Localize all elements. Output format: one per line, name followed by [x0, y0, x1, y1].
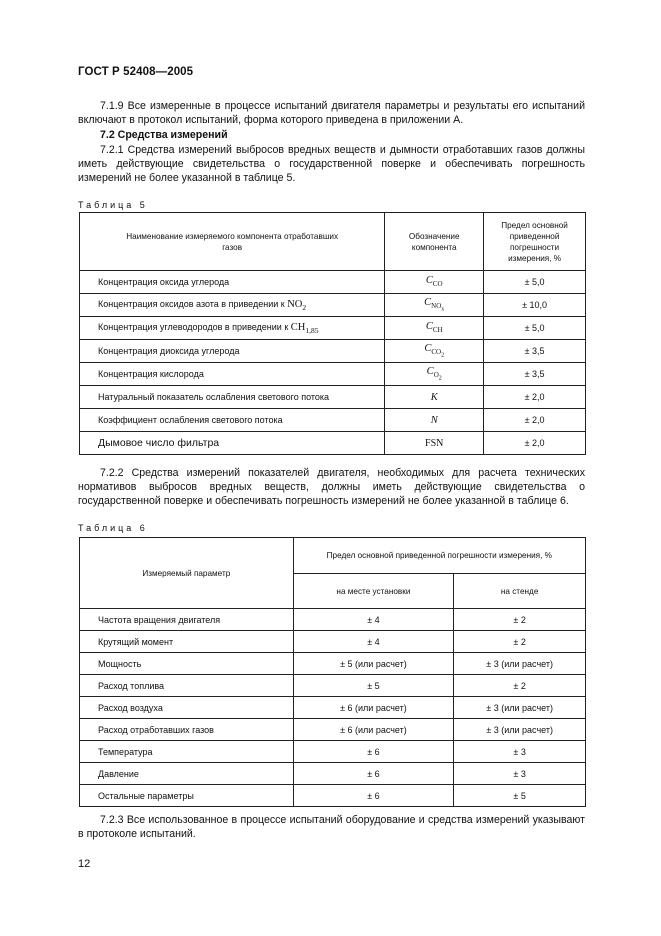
paragraph-7-2-2: 7.2.2 Средства измерений показателей двигателя, необходимых для расчета технических нормативов выбросов вредных веществ, должны иметь действующие свидетельства о государственной поверке и обеспечивать погрешность измерений не более указанной в таблице 6.	[78, 467, 585, 507]
table-row: Концентрация кислорода $C_{O_2}$ ± 3,5	[80, 363, 586, 386]
table-row: Остальные параметры ± 6 ± 5	[80, 785, 586, 807]
table-row: Расход отработавших газов ± 6 (или расчет) ± 3 (или расчет)	[80, 719, 586, 741]
table5-header-symbol: Обозначение компонента	[385, 213, 484, 271]
table-row: Температура ± 6 ± 3	[80, 741, 586, 763]
standard-header: ГОСТ Р 52408—2005	[78, 66, 194, 78]
page-number: 12	[78, 858, 91, 870]
table-row: Коэффициент ослабления светового потока N ± 2,0	[80, 409, 586, 432]
table-row: Расход топлива ± 5 ± 2	[80, 675, 586, 697]
table-row: Частота вращения двигателя ± 4 ± 2	[80, 609, 586, 631]
table-row: Натуральный показатель ослабления светового потока K ± 2,0	[80, 386, 586, 409]
table6-header-site: на месте установки	[293, 574, 454, 609]
table6-header-error: Предел основной приведенной погрешности измерения, %	[293, 538, 585, 574]
table-row: Дымовое число фильтра FSN ± 2,0	[80, 432, 586, 455]
table-row: Концентрация оксида углерода $C_{CO}$ ± 5,0	[80, 271, 586, 294]
table6-header-param: Измеряемый параметр	[80, 538, 294, 609]
table-row: Крутящий момент ± 4 ± 2	[80, 631, 586, 653]
table-row: Концентрация диоксида углерода $C_{CO_2}$ ± 3,5	[80, 340, 586, 363]
table6-header-stand: на стенде	[454, 574, 586, 609]
paragraph-7-2-1: 7.2.1 Средства измерений выбросов вредных веществ и дымности отработавших газов должны иметь действующие свидетельства о государственной поверке и обеспечивать погрешность измерений не более указанной в таблице 5.	[78, 144, 585, 184]
table-5	[79, 212, 586, 455]
table6-caption: Таблица 6	[78, 523, 148, 533]
table-row: Расход воздуха ± 6 (или расчет) ± 3 (или расчет)	[80, 697, 586, 719]
table5-caption: Таблица 5	[78, 200, 148, 210]
table-row: Давление ± 6 ± 3	[80, 763, 586, 785]
section-heading-7-2: 7.2 Средства измерений	[100, 129, 228, 141]
table-6	[79, 537, 586, 807]
table5-header-component: Наименование измеряемого компонента отработавших газов	[80, 213, 385, 271]
table5-header-error: Предел основной приведенной погрешности измерения, %	[484, 213, 586, 271]
paragraph-7-2-3: 7.2.3 Все использованное в процессе испытаний оборудование и средства измерений указывают в протоколе испытаний.	[78, 814, 585, 840]
paragraph-7-1-9: 7.1.9 Все измеренные в процессе испытаний двигателя параметры и результаты его испытаний включают в протокол испытаний, форма которого приведена в приложении А.	[78, 100, 585, 126]
table-row: Концентрация оксидов азота в приведении к $NO_2$ $C_{NO_x}$ ± 10,0	[80, 294, 586, 317]
table-row: Мощность ± 5 (или расчет) ± 3 (или расчет)	[80, 653, 586, 675]
table-row: Концентрация углеводородов в приведении к $CH_{1,85}$ $C_{CH}$ ± 5,0	[80, 317, 586, 340]
